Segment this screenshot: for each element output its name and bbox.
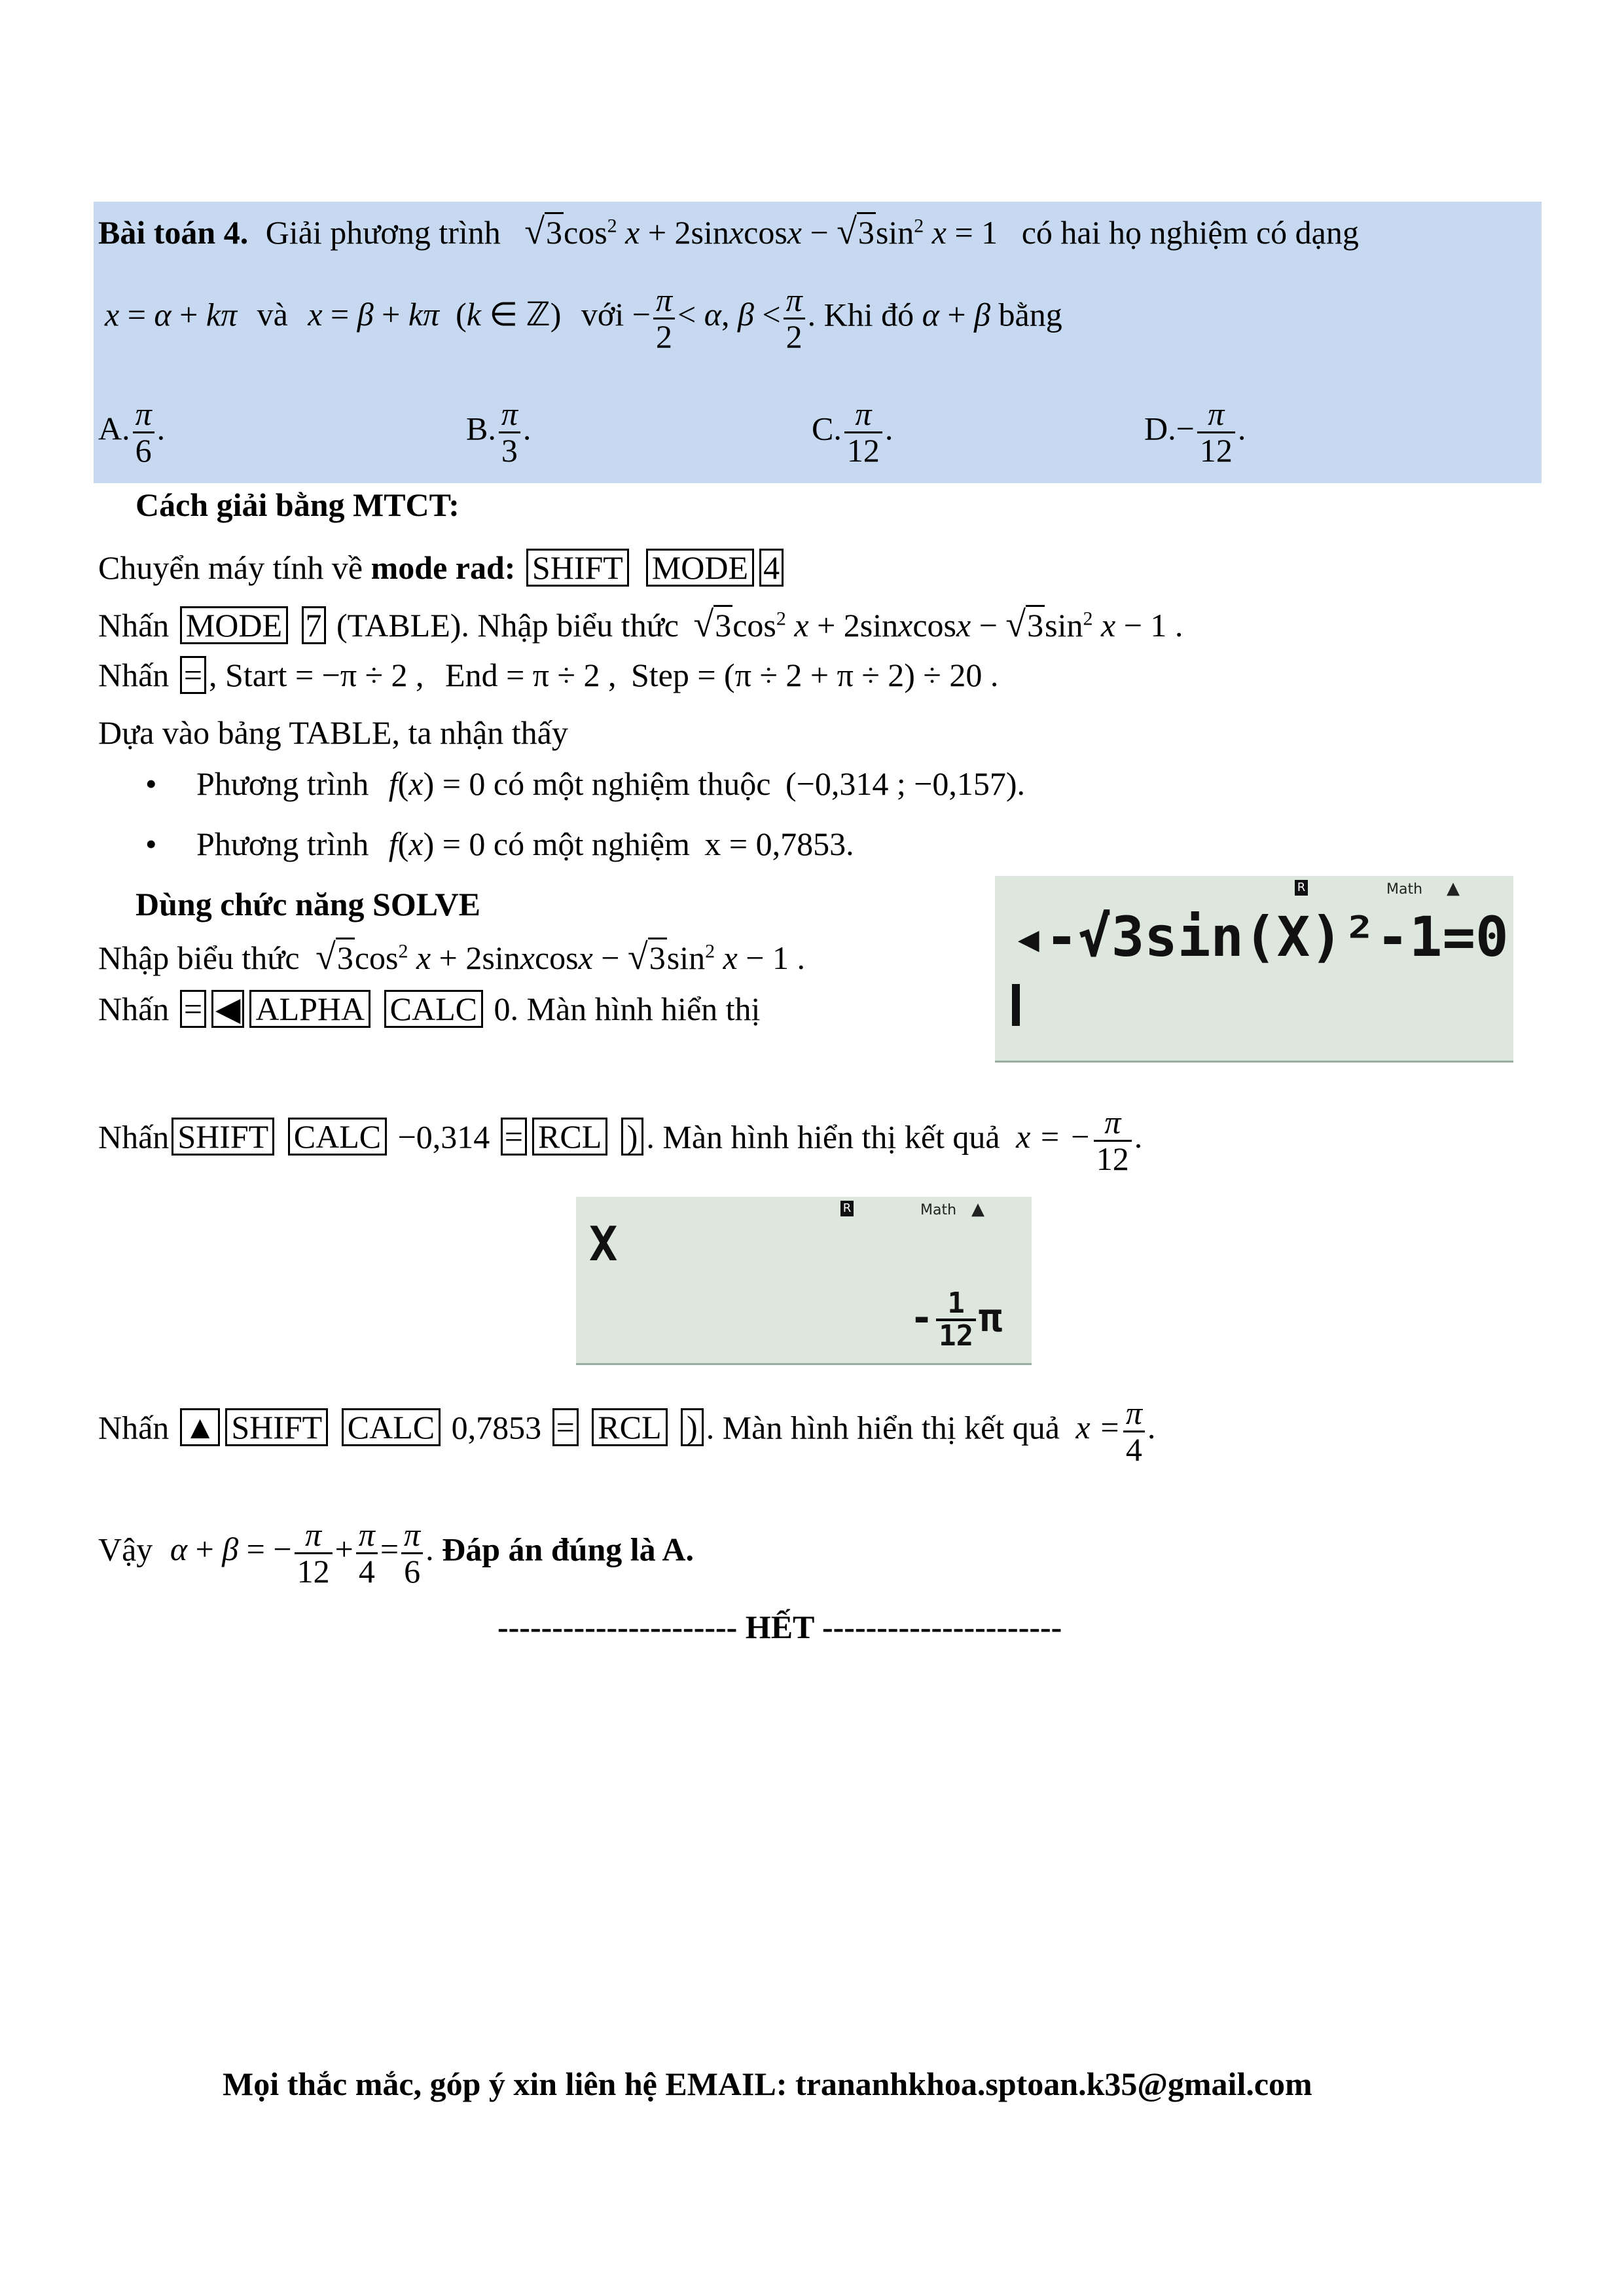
bullet-2-c: x = 0,7853. bbox=[704, 826, 854, 862]
shift1-result-den: 12 bbox=[1096, 1140, 1129, 1177]
up-arrow-icon: ▲ bbox=[1447, 879, 1460, 898]
root-form-1: x = α + kπ bbox=[105, 296, 238, 333]
calculator-screen-1 bbox=[995, 876, 1513, 1063]
key-equals[interactable]: = bbox=[552, 1408, 579, 1446]
end-mark: ---------------------- HẾT ---------------------- bbox=[497, 1609, 1062, 1645]
key-up-arrow[interactable]: ▲ bbox=[180, 1408, 221, 1446]
key-calc[interactable]: CALC bbox=[342, 1408, 441, 1446]
key-calc[interactable]: CALC bbox=[384, 990, 483, 1028]
solve-press-suffix: 0. Màn hình hiển thị bbox=[494, 991, 761, 1027]
key-close-paren[interactable]: ) bbox=[681, 1408, 704, 1446]
lcd-result-num: 1 bbox=[936, 1288, 976, 1321]
expression-table: $√3\cos^2$ x + 2sinxcosx − $√3\sin^2$ x − 1 . bbox=[693, 604, 1183, 645]
solve-press-prefix: Nhấn bbox=[98, 991, 170, 1027]
option-b-letter: B. bbox=[466, 410, 496, 447]
shift1-value: −0,314 bbox=[397, 1118, 490, 1156]
lcd-variable: X bbox=[589, 1216, 618, 1271]
shift2-prefix: Nhấn bbox=[98, 1409, 170, 1446]
solve-heading: Dùng chức năng SOLVE bbox=[135, 886, 480, 922]
key-equals[interactable]: = bbox=[501, 1118, 527, 1156]
bullet-2-a: Phương trình bbox=[196, 826, 369, 862]
key-shift[interactable]: SHIFT bbox=[526, 549, 629, 587]
step-mode-rad bbox=[98, 549, 786, 587]
bullet-item-2: • Phương trình f(x) = 0 có một nghiệm x = 0,7853. bbox=[145, 826, 854, 862]
key-shift[interactable]: SHIFT bbox=[225, 1408, 328, 1446]
option-c[interactable]: C. $\frac{\pi}{12}$ . bbox=[812, 395, 893, 469]
shift1-suffix: . Màn hình hiển thị kết quả bbox=[646, 1118, 1000, 1156]
shift2-result: x = $\frac{\pi}{4}$ . bbox=[1075, 1394, 1156, 1468]
problem-title: Bài toán 4. bbox=[98, 214, 249, 251]
sum-expr: α + β bbox=[922, 296, 990, 333]
step2-prefix: Nhấn bbox=[98, 607, 170, 644]
conclusion-equation: α + β = − $\frac{\pi}{12}$ + $\frac{\pi}{4}$ = $\frac{\pi}{6}$ . bbox=[170, 1516, 434, 1590]
footer-contact: Mọi thắc mắc, góp ý xin liên hệ EMAIL: trananhkhoa.sptoan.k35@gmail.com bbox=[223, 2066, 1312, 2102]
lcd-result-sign: - bbox=[910, 1294, 934, 1341]
shift2-result-den: 4 bbox=[1125, 1430, 1142, 1468]
up-arrow-icon: ▲ bbox=[971, 1199, 984, 1219]
lcd-result-pi: π bbox=[979, 1294, 1003, 1341]
shift-step-2 bbox=[98, 1396, 1155, 1467]
option-a[interactable]: A. $\frac{\pi}{6}$ . bbox=[98, 395, 166, 469]
shift-step-1 bbox=[98, 1105, 1142, 1176]
key-close-paren[interactable]: ) bbox=[621, 1118, 644, 1156]
problem-line-1 bbox=[98, 211, 1359, 253]
option-d-num: π bbox=[1208, 395, 1225, 432]
solve-input-line bbox=[98, 936, 805, 978]
key-7[interactable]: 7 bbox=[302, 606, 326, 644]
problem-text-4: với bbox=[581, 296, 624, 333]
solve-press-line bbox=[98, 990, 760, 1028]
correct-answer: Đáp án đúng là A. bbox=[442, 1531, 694, 1568]
shift2-result-lhs: x = bbox=[1075, 1409, 1121, 1446]
step-range bbox=[98, 656, 998, 694]
option-c-den: 12 bbox=[846, 431, 880, 469]
conclusion-prefix: Vậy bbox=[98, 1531, 153, 1568]
math-indicator: Math bbox=[1386, 881, 1423, 898]
step1-prefix: Chuyển máy tính về bbox=[98, 549, 363, 586]
key-rcl[interactable]: RCL bbox=[592, 1408, 667, 1446]
lcd-result-den: 12 bbox=[939, 1319, 974, 1353]
conclusion-line bbox=[98, 1518, 694, 1588]
key-mode[interactable]: MODE bbox=[180, 606, 288, 644]
key-equals[interactable]: = bbox=[180, 990, 206, 1028]
option-b-num: π bbox=[501, 395, 518, 432]
shift1-result-lhs: x = − bbox=[1016, 1118, 1091, 1156]
lcd-expression bbox=[1012, 905, 1513, 1033]
bullet-1-b: có một nghiệm thuộc bbox=[493, 765, 771, 802]
calculator-screen-2 bbox=[576, 1197, 1032, 1365]
problem-text-6: bằng bbox=[998, 296, 1062, 333]
rad-indicator: R bbox=[1295, 880, 1308, 896]
key-rcl[interactable]: RCL bbox=[532, 1118, 607, 1156]
shift1-result: x = − $\frac{\pi}{12}$ . bbox=[1016, 1104, 1143, 1177]
step-table bbox=[98, 604, 1183, 646]
bullet-2-b: có một nghiệm bbox=[493, 826, 690, 862]
option-a-letter: A. bbox=[98, 410, 130, 447]
end-value: End = π ÷ 2 , bbox=[445, 657, 617, 693]
key-4[interactable]: 4 bbox=[759, 549, 784, 587]
key-equals[interactable]: = bbox=[180, 656, 206, 694]
bullet-item-1: • Phương trình f(x) = 0 có một nghiệm thuộc (−0,314 ; −0,157). bbox=[145, 765, 1026, 802]
lcd-expression-text: ◂-√3sin(X)²-1=0 bbox=[1012, 905, 1509, 969]
step-value: Step = (π ÷ 2 + π ÷ 2) ÷ 20 . bbox=[630, 657, 999, 693]
key-left-arrow[interactable]: ◀ bbox=[211, 990, 244, 1028]
problem-text-5: . Khi đó bbox=[807, 296, 914, 333]
cursor-icon bbox=[1012, 984, 1020, 1026]
option-a-num: π bbox=[135, 395, 152, 432]
start-value: , Start = −π ÷ 2 , bbox=[209, 657, 424, 693]
math-indicator: Math bbox=[920, 1202, 957, 1218]
root-form-2: x = β + kπ (k ∈ ℤ) bbox=[308, 296, 562, 333]
option-d[interactable]: D.− $\frac{\pi}{12}$ . bbox=[1144, 395, 1246, 469]
problem-text-3: và bbox=[257, 296, 288, 333]
option-d-den: 12 bbox=[1199, 431, 1233, 469]
shift1-result-num: π bbox=[1104, 1104, 1121, 1140]
solve-input-text: Nhập biểu thức bbox=[98, 939, 300, 976]
step2-text: (TABLE). Nhập biểu thức bbox=[336, 607, 679, 644]
option-c-letter: C. bbox=[812, 410, 842, 447]
bullet-1-a: Phương trình bbox=[196, 765, 369, 802]
option-b-den: 3 bbox=[501, 431, 518, 469]
rad-indicator: R bbox=[840, 1201, 854, 1216]
option-c-num: π bbox=[855, 395, 872, 432]
key-mode[interactable]: MODE bbox=[646, 549, 754, 587]
option-d-letter: D.− bbox=[1144, 410, 1195, 447]
shift2-suffix: . Màn hình hiển thị kết quả bbox=[706, 1409, 1060, 1446]
bullet-1-c: (−0,314 ; −0,157). bbox=[785, 765, 1026, 802]
key-alpha[interactable]: ALPHA bbox=[249, 990, 370, 1028]
step1-bold: mode rad: bbox=[370, 549, 516, 586]
condition: − $\frac{\pi}{2}$ < α, β < $\frac{\pi}{2}$ bbox=[632, 296, 808, 333]
problem-line-2 bbox=[105, 283, 1062, 354]
key-calc[interactable]: CALC bbox=[288, 1118, 387, 1156]
step3-prefix: Nhấn bbox=[98, 657, 170, 693]
key-shift[interactable]: SHIFT bbox=[171, 1118, 274, 1156]
problem-text-2: có hai họ nghiệm có dạng bbox=[1021, 214, 1359, 251]
shift2-result-num: π bbox=[1125, 1394, 1142, 1431]
option-b[interactable]: B. $\frac{\pi}{3}$ . bbox=[466, 395, 532, 469]
lcd-result bbox=[910, 1288, 1002, 1351]
equation-main: $√3\cos^2$ x + 2sinxcosx − $√3\sin^2$ x = 1 bbox=[524, 211, 1006, 252]
table-intro: Dựa vào bảng TABLE, ta nhận thấy bbox=[98, 714, 568, 751]
shift1-prefix: Nhấn bbox=[98, 1118, 170, 1156]
shift2-value: 0,7853 bbox=[451, 1409, 542, 1446]
expression-solve: $√3\cos^2$ x + 2sinxcosx − $√3\sin^2$ x − 1 . bbox=[316, 937, 805, 977]
option-a-den: 6 bbox=[135, 431, 152, 469]
method-heading: Cách giải bằng MTCT: bbox=[135, 486, 460, 523]
problem-text-1: Giải phương trình bbox=[265, 214, 501, 251]
